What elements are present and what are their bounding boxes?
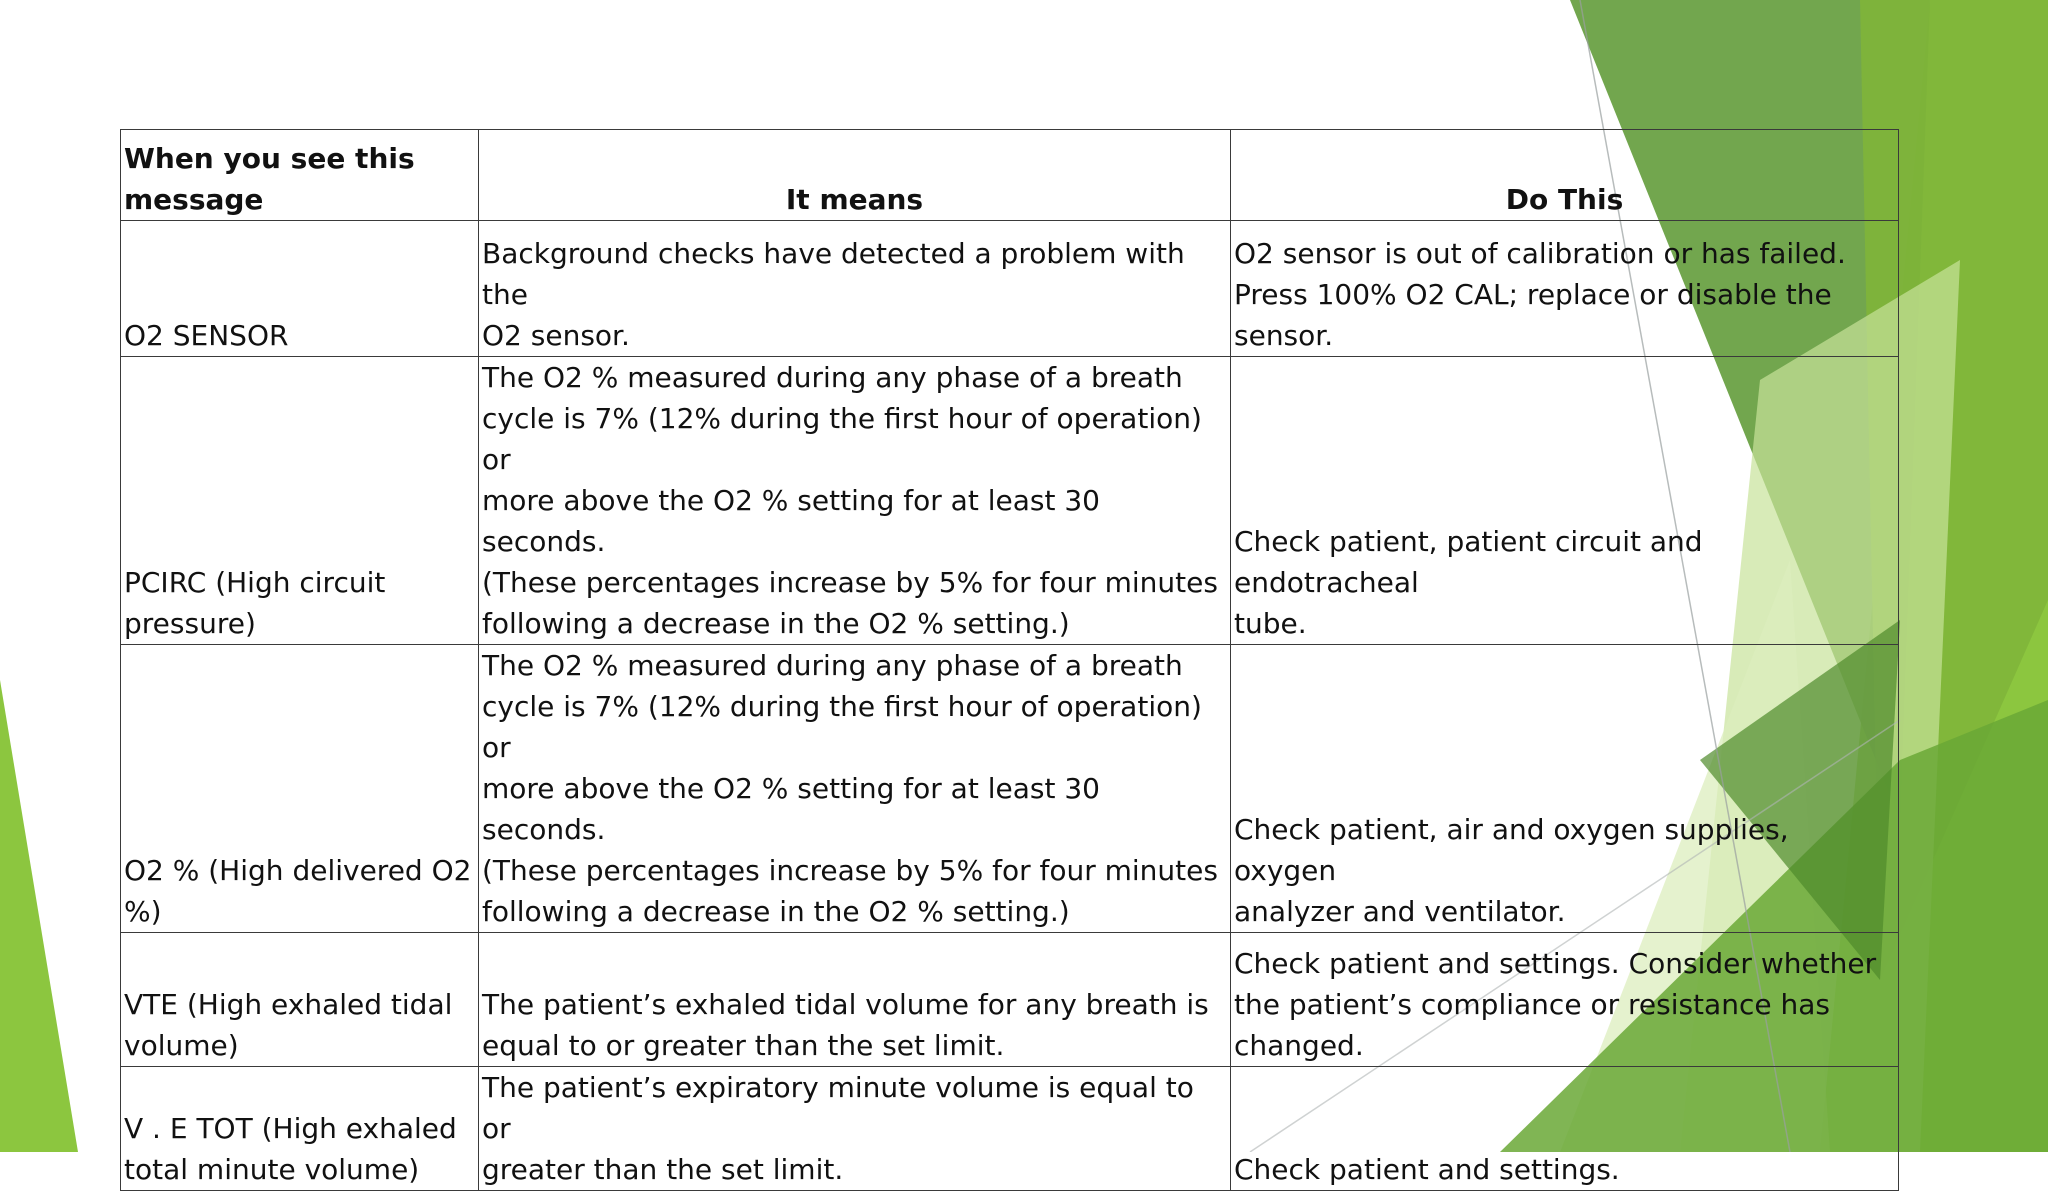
table-row [121,1067,1899,1191]
header-do-this: Do This [1231,130,1899,221]
cell-message: O2 SENSOR [121,221,479,357]
cell-action: Check patient, patient circuit and endotracheal tube. [1231,357,1899,645]
alarm-message-table [120,129,1899,1191]
cell-action: Check patient, air and oxygen supplies, oxygen analyzer and ventilator. [1231,645,1899,933]
table-row [121,221,1899,357]
cell-message: O2 % (High delivered O2 %) [121,645,479,933]
header-it-means: It means [479,130,1231,221]
table-header-row [121,130,1899,221]
cell-message: PCIRC (High circuit pressure) [121,357,479,645]
cell-means: The patient’s expiratory minute volume is equal to or greater than the set limit. [479,1067,1231,1191]
cell-action: Check patient and settings. [1231,1067,1899,1191]
cell-action: Check patient and settings. Consider whether the patient’s compliance or resistance has changed. [1231,933,1899,1067]
bg-facet-left [0,680,78,1152]
cell-message: V . E TOT (High exhaled total minute volume) [121,1067,479,1191]
cell-action: O2 sensor is out of calibration or has failed. Press 100% O2 CAL; replace or disable the sensor. [1231,221,1899,357]
cell-means: The patient’s exhaled tidal volume for any breath is equal to or greater than the set limit. [479,933,1231,1067]
cell-means: The O2 % measured during any phase of a breath cycle is 7% (12% during the first hour of operation) or more above the O2 % setting for at least 30 seconds. (These percentages increase by 5% for four minutes following a decrease in the O2 % setting.) [479,645,1231,933]
table-row [121,645,1899,933]
cell-means: Background checks have detected a problem with the O2 sensor. [479,221,1231,357]
header-when-you-see: When you see this message [121,130,479,221]
cell-means: The O2 % measured during any phase of a breath cycle is 7% (12% during the first hour of operation) or more above the O2 % setting for at least 30 seconds. (These percentages increase by 5% for four minutes following a decrease in the O2 % setting.) [479,357,1231,645]
table-row [121,357,1899,645]
table-row [121,933,1899,1067]
cell-message: VTE (High exhaled tidal volume) [121,933,479,1067]
